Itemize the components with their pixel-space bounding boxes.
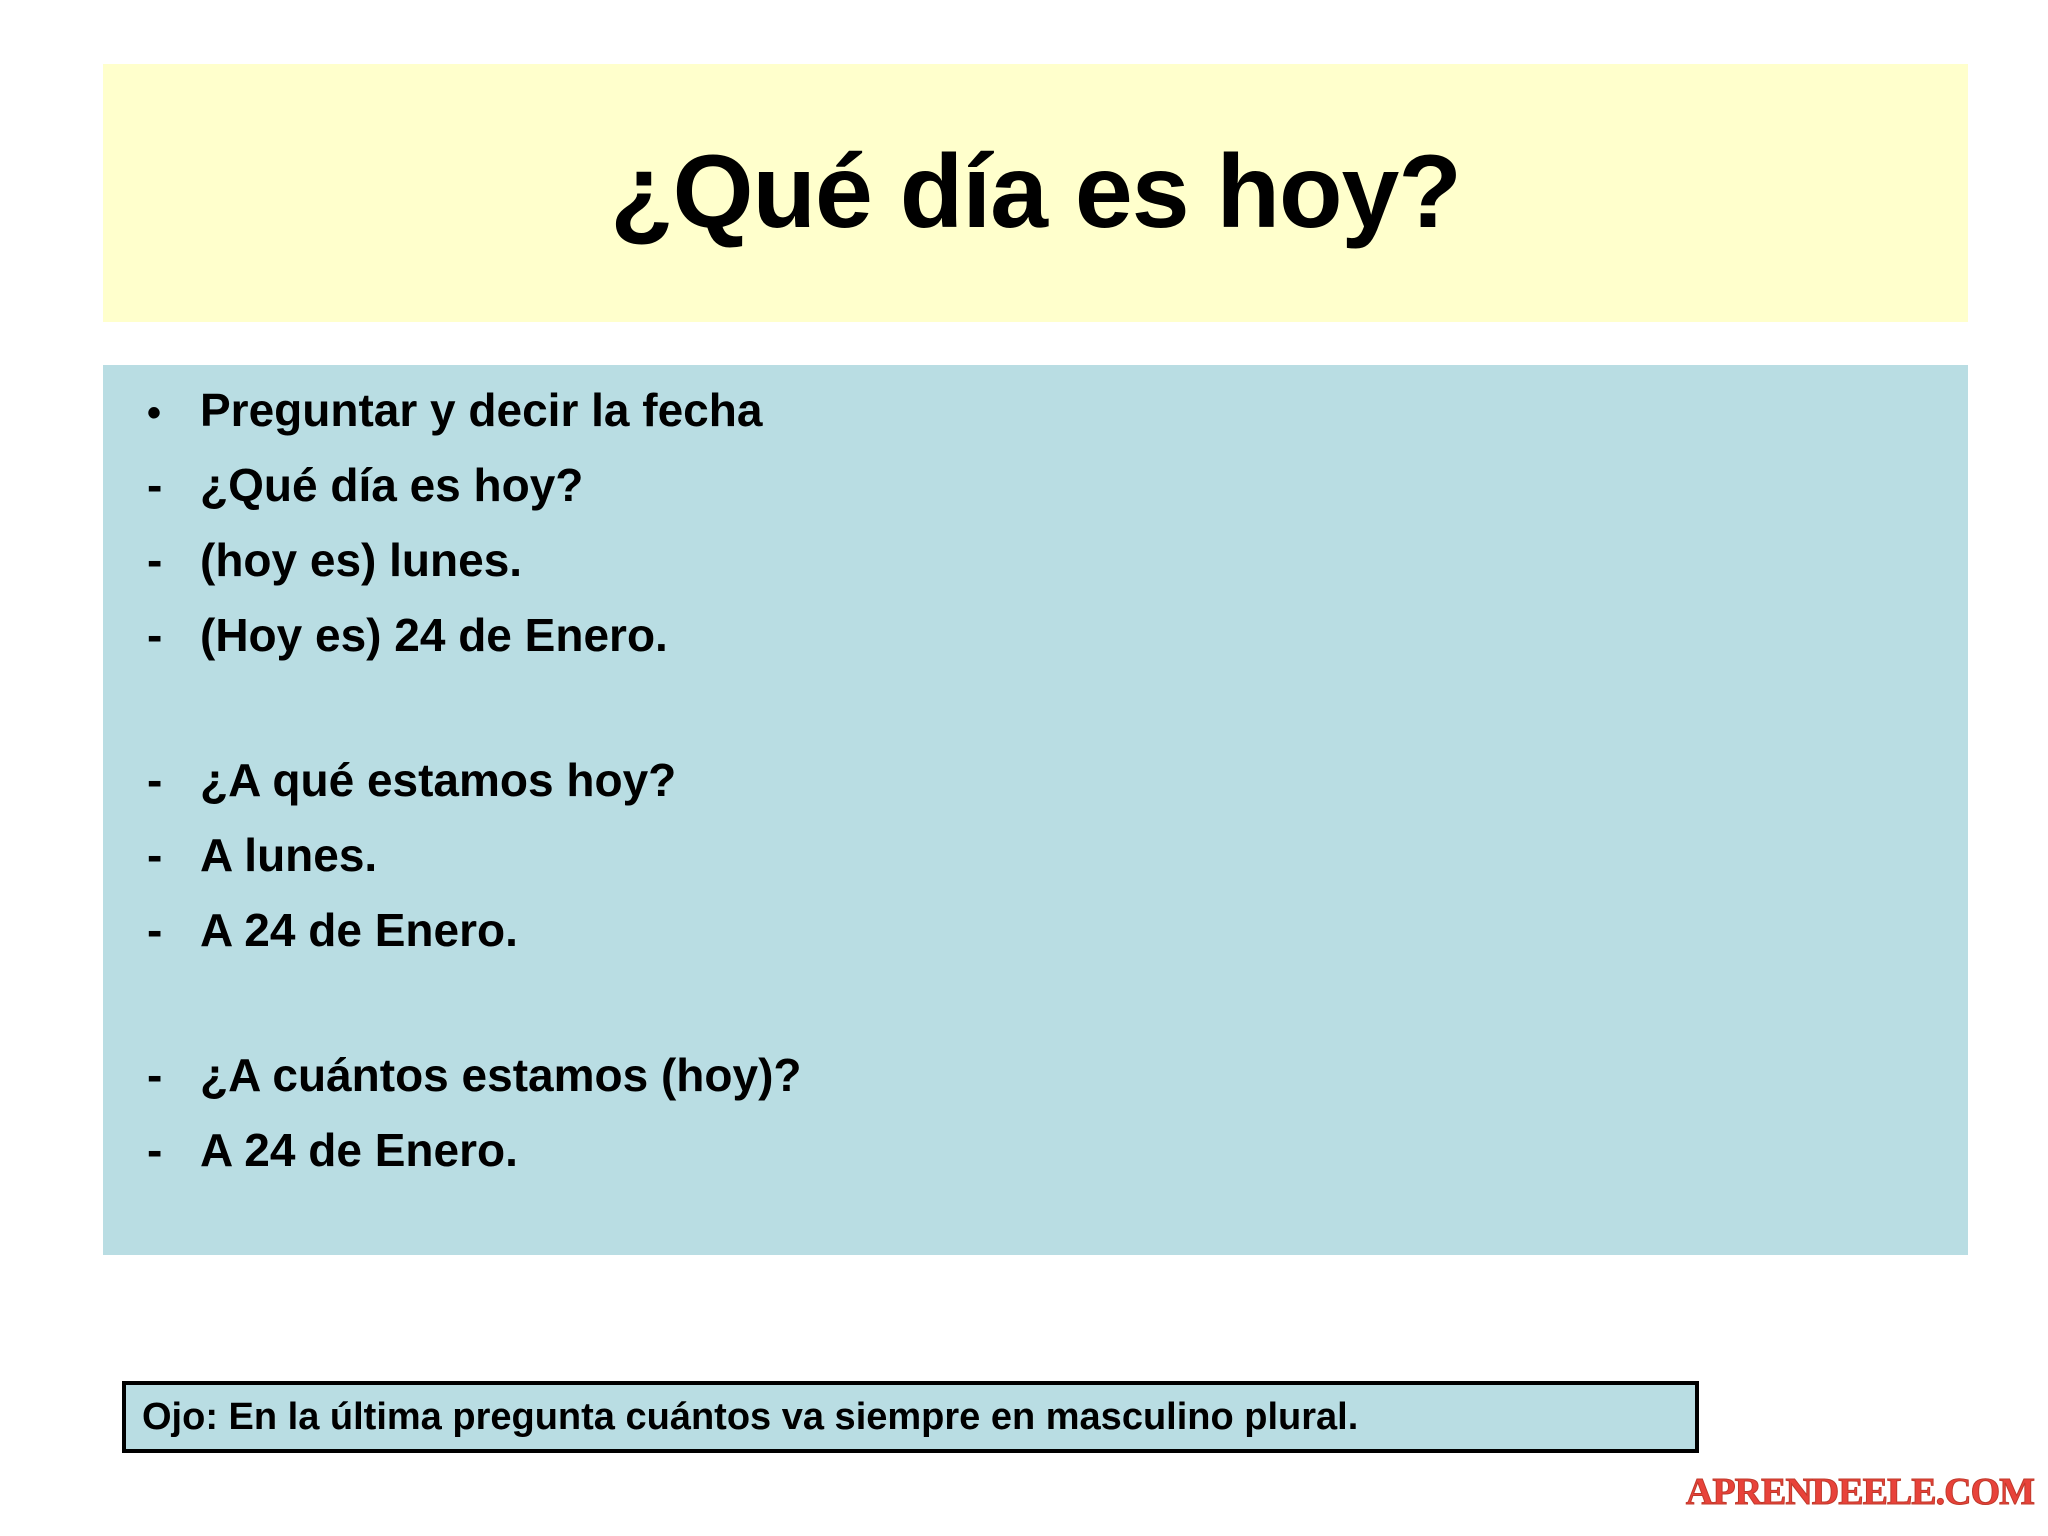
content-panel — [103, 365, 1968, 1255]
list-item — [103, 1049, 1968, 1127]
list-item — [103, 609, 1968, 687]
list-item — [103, 904, 1968, 982]
bullet-dot-icon: • — [147, 391, 162, 435]
list-item — [103, 754, 1968, 832]
bullet-dash-icon: - — [147, 829, 163, 881]
list-item — [103, 829, 1968, 907]
list-item-label: A lunes. — [200, 829, 378, 881]
list-spacer — [103, 687, 1968, 757]
note-box — [122, 1381, 1699, 1453]
bullet-dash-icon: - — [147, 1049, 163, 1101]
list-item — [103, 384, 1968, 462]
watermark-logo: APRENDEELE.COM — [1685, 1471, 2034, 1513]
list-item-label: (hoy es) lunes. — [200, 534, 523, 586]
list-item — [103, 1124, 1968, 1202]
bullet-dash-icon: - — [147, 754, 163, 806]
bullet-dash-icon: - — [147, 1124, 163, 1176]
footer-strip — [122, 1457, 1699, 1536]
title-banner — [103, 64, 1968, 322]
list-item-label: ¿A cuántos estamos (hoy)? — [200, 1049, 802, 1101]
bullet-dash-icon: - — [147, 534, 163, 586]
list-item — [103, 534, 1968, 612]
note-text: Ojo: En la última pregunta cuántos va siempre en masculino plural. — [142, 1395, 1359, 1438]
list-item-label: Preguntar y decir la fecha — [200, 384, 763, 436]
list-item-label: ¿A qué estamos hoy? — [200, 754, 677, 806]
list-item-label: A 24 de Enero. — [200, 904, 518, 956]
list-item-label: (Hoy es) 24 de Enero. — [200, 609, 668, 661]
page-title: ¿Qué día es hoy? — [610, 134, 1461, 251]
list-item — [103, 459, 1968, 537]
bullet-dash-icon: - — [147, 609, 163, 661]
list-item-label: A 24 de Enero. — [200, 1124, 518, 1176]
bullet-dash-icon: - — [147, 904, 163, 956]
list-item-label: ¿Qué día es hoy? — [200, 459, 584, 511]
list-spacer — [103, 982, 1968, 1052]
bullet-dash-icon: - — [147, 459, 163, 511]
